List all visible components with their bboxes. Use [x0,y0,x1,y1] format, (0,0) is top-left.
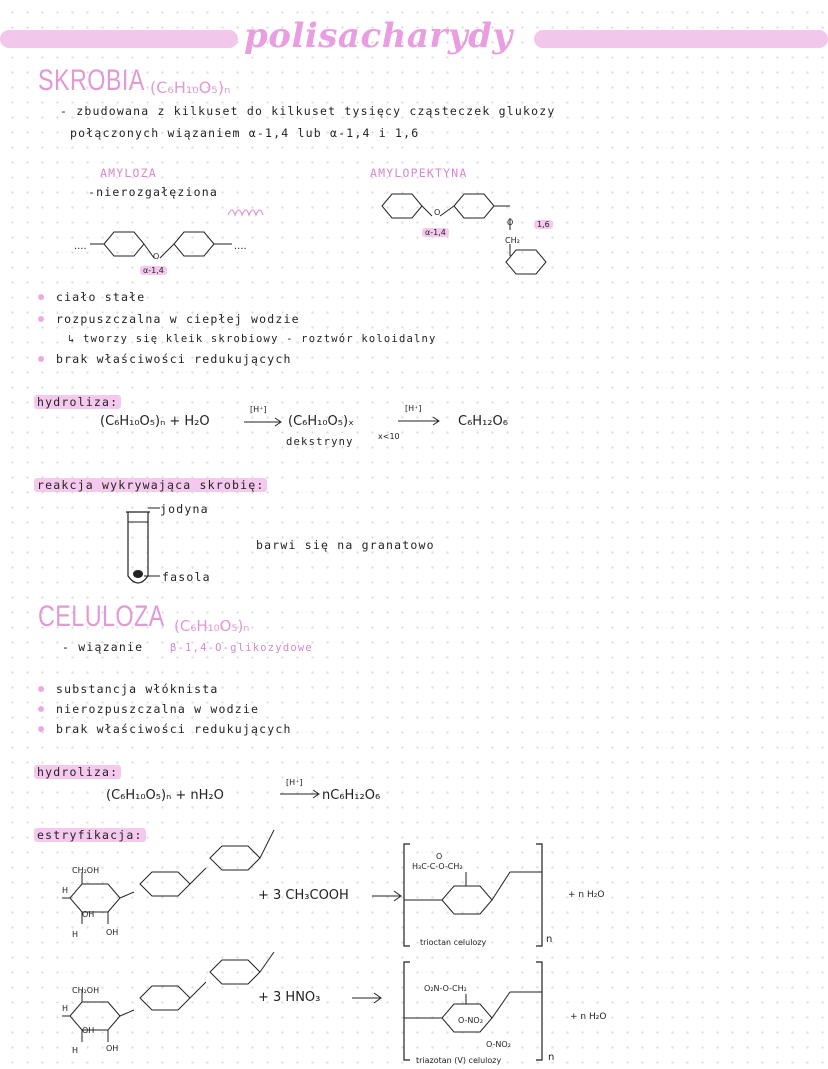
amylopektyna-bond-label-2: 1,6 [534,220,553,229]
reaction1-water: + n H₂O [568,890,605,900]
chain2-h2: H [72,1046,79,1055]
skrobia-line2: połączonych wiązaniem α-1,4 lub α-1,4 i 1,6 [70,126,420,140]
skrobia-hydroliza-label: hydroliza: [34,395,121,409]
title-bar-left [0,30,238,48]
cellulose-chain-2 [40,946,290,1056]
reaction2-arrow [352,992,386,1004]
celuloza-bullet-1: substancja włóknista [56,682,219,696]
product2-top: O₂N-O-CH₂ [424,984,467,993]
celuloza-bullet-2: nierozpuszczalna w wodzie [56,702,260,716]
fasola-label: fasola [162,570,211,584]
celuloza-bullet-3: brak właściwości redukujących [56,722,292,736]
amyloza-dots-right: .... [234,241,247,252]
product1-top: H₃C-C-O-CH₂ [412,862,463,871]
product2-no2b: O-NO₂ [486,1040,511,1049]
amylopektyna-bond-label-1: α-1,4 [422,228,449,237]
celuloza-hydroliza-label: hydroliza: [34,765,121,779]
skrobia-eq-mid: (C₆H₁₀O₅)ₓ [288,414,354,429]
amyloza-desc: -nierozgałęziona [88,185,218,199]
celuloza-wiazanie-prefix: - wiązanie [62,640,144,654]
skrobia-eq-left: (C₆H₁₀O₅)ₙ + H₂O [100,414,210,429]
reakcja-label: reakcja wykrywająca skrobię: [34,478,267,492]
celuloza-bullet-3-dot [38,726,44,732]
amyloza-dots-left: .... [74,241,87,252]
skrobia-eq-cond: x<10 [378,432,400,441]
jodyna-label: jodyna [160,502,209,516]
chain1-ch2oh: CH₂OH [72,866,100,875]
amyloza-squiggle [226,205,276,219]
skrobia-bullet-3: brak właściwości redukujących [56,352,292,366]
celuloza-bullet-1-dot [38,686,44,692]
skrobia-eq-mid-sub: dekstryny [286,436,354,448]
skrobia-arrow-2 [398,417,444,427]
amylopektyna-ch2: CH₂ [505,236,520,245]
skrobia-bullet-1: ciało stałe [56,290,146,304]
celuloza-eq-right: nC₆H₁₂O₆ [322,788,381,803]
reaction2-water: + n H₂O [570,1012,607,1022]
product1-carbonyl: O [436,852,443,861]
celuloza-eq-left: (C₆H₁₀O₅)ₙ + nH₂O [106,788,224,803]
cellulose-chain-1 [40,828,290,938]
skrobia-arrow-note: ↳ tworzy się kleik skrobiowy - roztwór koloidalny [68,333,437,345]
product2-n: n [548,1052,555,1063]
amylopektyna-o2: O [507,218,514,227]
amylopektyna-o1: O [434,208,441,217]
amyloza-label: AMYLOZA [100,166,157,180]
skrobia-eq-cat1: [H⁺] [250,405,267,414]
estryfikacja-label: estryfikacja: [34,828,146,842]
product2-label: triazotan (V) celulozy [416,1056,502,1065]
celuloza-arrow [280,790,326,800]
page-title: polisacharydy [244,16,513,56]
skrobia-bullet-1-dot [38,294,44,300]
celuloza-heading: CELULOZA [38,600,165,633]
skrobia-bullet-3-dot [38,356,44,362]
skrobia-line1: - zbudowana z kilkuset do kilkuset tysięcy cząsteczek glukozy [60,104,556,118]
product1-n: n [546,934,553,945]
chain1-oh1: OH [82,910,95,919]
chain1-oh2: OH [106,928,119,937]
skrobia-bullet-2: rozpuszczalna w ciepłej wodzie [56,312,300,326]
chain1-h1: H [62,886,69,895]
chain2-oh2: OH [106,1044,119,1053]
celuloza-formula: (C₆H₁₀O₅)ₙ [174,617,250,635]
chain1-h2: H [72,930,79,939]
celuloza-wiazanie-value: β-1,4-O-glikozydowe [170,642,313,654]
reaction2-reagent: + 3 HNO₃ [258,990,321,1005]
celuloza-eq-cat: [H⁺] [286,778,303,787]
celuloza-bullet-2-dot [38,706,44,712]
reaction1-reagent: + 3 CH₃COOH [258,888,349,903]
amylopektyna-label: AMYLOPEKTYNA [370,166,468,180]
chain2-oh1: OH [82,1026,95,1035]
barwi-text: barwi się na granatowo [256,538,435,552]
skrobia-arrow-1 [244,418,286,428]
product2-structure [400,960,560,1066]
skrobia-eq-right: C₆H₁₂O₆ [458,414,508,429]
amyloza-o: O [153,252,160,261]
chain2-h1: H [62,1004,69,1013]
skrobia-formula: (C₆H₁₀O₅)ₙ [150,78,231,97]
amylopektyna-structure [378,184,568,294]
title-bar-right [534,30,828,48]
product2-no2a: O-NO₂ [458,1016,483,1025]
skrobia-heading: SKROBIA [38,64,145,97]
skrobia-eq-cat2: [H⁺] [405,404,422,413]
amyloza-bond-label: α-1,4 [140,266,167,275]
product1-label: trioctan celulozy [420,938,487,947]
chain2-ch2oh: CH₂OH [72,986,100,995]
skrobia-bullet-2-dot [38,316,44,322]
